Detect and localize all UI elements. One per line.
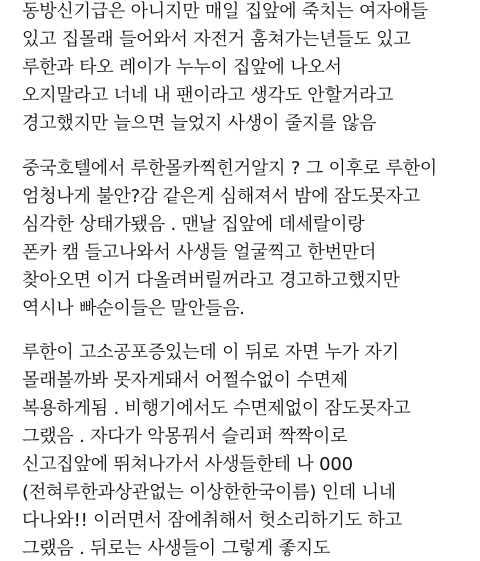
paragraph-3-line-8: 그랬음 . 뒤로는 사생들이 그렇게 좋지도 — [22, 538, 331, 559]
paragraph-3-line-3: 복용하게됨 . 비행기에서도 수면제없이 잠도못자고 — [22, 398, 411, 419]
paragraph-2-line-6: 역시나 빠순이들은 말안들음. — [22, 298, 245, 319]
paragraph-2-line-5: 찾아오면 이거 다올려버릴꺼라고 경고하고했지만 — [22, 270, 400, 291]
paragraph-1-line-1: 동방신기급은 아니지만 매일 집앞에 죽치는 여자애들 — [22, 1, 428, 22]
paragraph-1-line-2: 있고 집몰래 들어와서 자전거 훔쳐가는년들도 있고 — [22, 29, 411, 50]
paragraph-3-line-5: 신고집앞에 뛰쳐나가서 사생들한테 나 000 — [22, 454, 353, 475]
paragraph-1-line-4: 오지말라고 너네 내 팬이라고 생각도 안할거라고 — [22, 85, 394, 106]
paragraph-2-line-1: 중국호텔에서 루한몰카찍힌거알지 ? 그 이후로 루한이 — [22, 158, 438, 179]
paragraph-3-line-7: 다나와!! 이러면서 잠에취해서 헛소리하기도 하고 — [22, 510, 402, 531]
paragraph-2-line-3: 심각한 상태가됐음 . 맨날 집앞에 데세랄이랑 — [22, 214, 365, 235]
paragraph-3-line-6: (전혀루한과상관없는 이상한한국이름) 인데 니네 — [22, 482, 396, 503]
paragraph-3-line-1: 루한이 고소공포증있는데 이 뒤로 자면 누가 자기 — [22, 342, 399, 363]
paragraph-1-line-3: 루한과 타오 레이가 누누이 집앞에 나오서 — [22, 57, 342, 78]
paragraph-3-line-2: 몰래볼까봐 못자게돼서 어쩔수없이 수면제 — [22, 370, 348, 391]
paragraph-2-line-4: 폰카 캠 들고나와서 사생들 얼굴찍고 한번만더 — [22, 242, 377, 263]
paragraph-1-line-5: 경고했지만 늘으면 늘었지 사생이 줄지를 않음 — [22, 113, 377, 134]
paragraph-3-line-4: 그랬음 . 자다가 악몽꿔서 슬리퍼 짝짝이로 — [22, 426, 348, 447]
paragraph-2-line-2: 엄청나게 불안?감 같은게 심해져서 밤에 잠도못자고 — [22, 186, 420, 207]
